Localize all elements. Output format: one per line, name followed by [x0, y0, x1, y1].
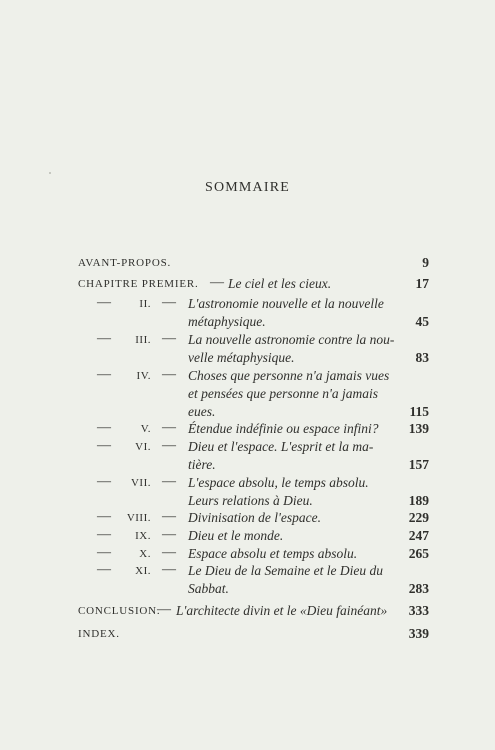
chapter-number: XI.: [135, 565, 151, 577]
entry-title: Étendue indéfinie ou espace infini?: [188, 421, 379, 436]
ditto-dash: —: [97, 545, 111, 560]
page-number: 339: [408, 626, 429, 641]
page-number: 333: [408, 603, 429, 618]
em-dash: —: [162, 331, 176, 346]
page-number: 265: [408, 546, 429, 561]
ditto-dash: —: [97, 420, 111, 435]
page-number: 139: [408, 421, 429, 436]
toc-line: [0, 421, 495, 441]
em-dash: —: [162, 474, 176, 489]
ditto-dash: —: [97, 527, 111, 542]
entry-label: AVANT-PROPOS.: [78, 257, 172, 269]
page-number: 83: [415, 350, 429, 365]
entry-title: L'espace absolu, le temps absolu.: [188, 475, 369, 490]
toc-line: [0, 457, 495, 477]
entry-label: CHAPITRE PREMIER.: [78, 278, 199, 290]
chapter-number: VI.: [135, 441, 151, 453]
page-number: 229: [408, 510, 429, 525]
page-number: 9: [422, 255, 429, 270]
page-number: 247: [408, 528, 429, 543]
entry-title: Sabbat.: [188, 581, 229, 596]
toc-line: [0, 386, 495, 406]
entry-title: métaphysique.: [188, 314, 266, 329]
entry-label: INDEX.: [78, 628, 120, 640]
em-dash: —: [162, 545, 176, 560]
em-dash: —: [162, 420, 176, 435]
toc-line: [0, 626, 495, 646]
chapter-number: VII.: [130, 477, 151, 489]
chapter-number: V.: [140, 423, 151, 435]
em-dash: —: [162, 509, 176, 524]
entry-title: Divinisation de l'espace.: [188, 510, 321, 525]
em-dash: —: [162, 367, 176, 382]
toc-line: [0, 314, 495, 334]
page-title: SOMMAIRE: [204, 180, 291, 195]
chapter-number: X.: [139, 548, 151, 560]
entry-title: La nouvelle astronomie contre la nou-: [188, 332, 395, 347]
toc-line: [0, 603, 495, 623]
page-number: 17: [415, 276, 429, 291]
ditto-dash: —: [97, 474, 111, 489]
page-number: 45: [415, 314, 429, 329]
toc-line: [0, 439, 495, 459]
page-number: 157: [408, 457, 429, 472]
entry-title: Dieu et le monde.: [188, 528, 284, 543]
ditto-dash: —: [97, 438, 111, 453]
toc-line: [0, 276, 495, 296]
em-dash: —: [162, 562, 176, 577]
toc-line: [0, 581, 495, 601]
ditto-dash: —: [97, 367, 111, 382]
em-dash: —: [162, 527, 176, 542]
toc-line: [0, 332, 495, 352]
page-number: 189: [408, 493, 429, 508]
ditto-dash: —: [97, 331, 111, 346]
entry-title: L'astronomie nouvelle et la nouvelle: [188, 296, 384, 311]
em-dash: —: [162, 438, 176, 453]
ditto-dash: —: [97, 509, 111, 524]
entry-title: Le ciel et les cieux.: [228, 276, 332, 291]
entry-title: velle métaphysique.: [188, 350, 295, 365]
entry-label: CONCLUSION.: [78, 605, 161, 617]
page-number: 283: [408, 581, 429, 596]
entry-title: eues.: [188, 404, 216, 419]
chapter-number: IV.: [136, 370, 151, 382]
toc-line: [0, 475, 495, 495]
toc-line: [0, 255, 495, 275]
entry-title: Leurs relations à Dieu.: [188, 493, 313, 508]
em-dash: —: [157, 602, 171, 617]
ditto-dash: —: [97, 295, 111, 310]
entry-title: Espace absolu et temps absolu.: [188, 546, 358, 561]
entry-title: Le Dieu de la Semaine et le Dieu du: [188, 563, 383, 578]
toc-line: [0, 563, 495, 583]
chapter-number: II.: [139, 298, 151, 310]
page-number: 115: [409, 404, 429, 419]
toc-line: [0, 528, 495, 548]
toc-line: [0, 510, 495, 530]
chapter-number: III.: [135, 334, 151, 346]
chapter-number: VIII.: [126, 512, 151, 524]
entry-title: et pensées que personne n'a jamais: [188, 386, 378, 401]
entry-title: Choses que personne n'a jamais vues: [188, 368, 390, 383]
chapter-number: IX.: [135, 530, 151, 542]
toc-line: [0, 296, 495, 316]
entry-title: Dieu et l'espace. L'esprit et la ma-: [188, 439, 374, 454]
em-dash: —: [162, 295, 176, 310]
entry-title: L'architecte divin et le «Dieu fainéant»: [176, 603, 388, 618]
em-dash: —: [210, 275, 224, 290]
toc-line: [0, 368, 495, 388]
ditto-dash: —: [97, 562, 111, 577]
toc-line: [0, 350, 495, 370]
entry-title: tière.: [188, 457, 216, 472]
